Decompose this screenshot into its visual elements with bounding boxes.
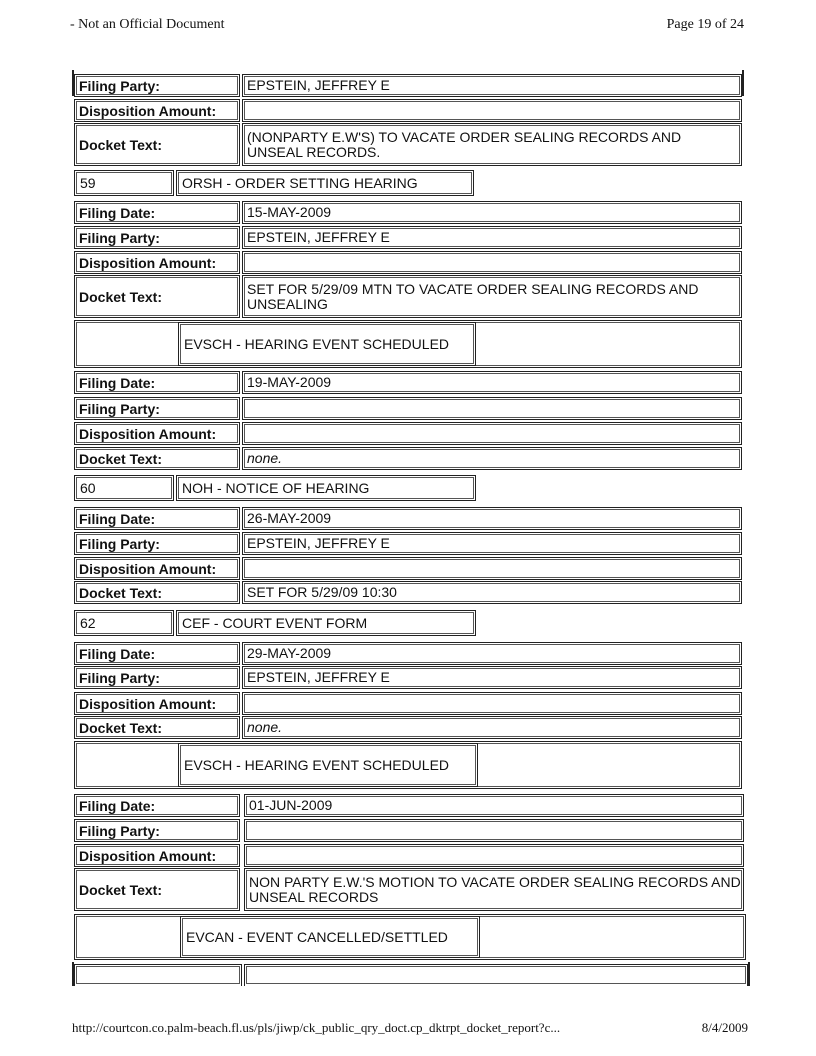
docket-text-value: (NONPARTY E.W'S) TO VACATE ORDER SEALING RECORDS AND UNSEAL RECORDS. <box>242 123 742 166</box>
filing-party-value: EPSTEIN, JEFFREY E <box>242 532 742 555</box>
disposition-amount-label: Disposition Amount: <box>74 422 240 445</box>
docket-text-value: none. <box>242 447 742 470</box>
disposition-amount-label: Disposition Amount: <box>74 844 240 867</box>
filing-party-label: Filing Party: <box>74 532 240 555</box>
page-url: http://courtcon.co.palm-beach.fl.us/pls/jiwp/ck_public_qry_doct.cp_dktrpt_docket_report?c... <box>72 1020 561 1035</box>
filing-date-label: Filing Date: <box>74 201 240 224</box>
filing-date-value: 15-MAY-2009 <box>242 201 742 224</box>
docket-text-label: Docket Text: <box>74 868 240 911</box>
page-header-left: - Not an Official Document <box>70 17 225 32</box>
disposition-amount-label: Disposition Amount: <box>74 692 240 715</box>
event-type: EVSCH - HEARING EVENT SCHEDULED <box>178 322 476 366</box>
filing-date-value: 29-MAY-2009 <box>242 642 742 665</box>
table-continuation <box>244 964 748 986</box>
disposition-amount-value <box>242 557 742 580</box>
filing-date-label: Filing Date: <box>74 794 240 817</box>
print-date: 8/4/2009 <box>701 1020 748 1035</box>
event-type: EVCAN - EVENT CANCELLED/SETTLED <box>180 916 480 958</box>
filing-party-label: Filing Party: <box>74 819 240 842</box>
filing-party-label: Filing Party: <box>74 666 240 689</box>
filing-party-label: Filing Party: <box>74 226 240 249</box>
disposition-amount-value <box>242 99 742 122</box>
filing-date-value: 19-MAY-2009 <box>242 371 742 394</box>
disposition-amount-value <box>242 251 742 274</box>
table-continuation <box>74 964 242 986</box>
filing-date-label: Filing Date: <box>74 507 240 530</box>
docket-type: NOH - NOTICE OF HEARING <box>176 475 476 501</box>
docket-text-label: Docket Text: <box>74 716 240 739</box>
filing-date-label: Filing Date: <box>74 371 240 394</box>
disposition-amount-label: Disposition Amount: <box>74 99 240 122</box>
filing-party-value <box>242 397 742 420</box>
docket-type: CEF - COURT EVENT FORM <box>176 610 476 636</box>
docket-text-value: SET FOR 5/29/09 10:30 <box>242 581 742 604</box>
filing-party-value: EPSTEIN, JEFFREY E <box>242 226 742 249</box>
filing-party-label: Filing Party: <box>74 74 240 97</box>
docket-text-value: none. <box>242 716 742 739</box>
table-border <box>748 962 750 986</box>
docket-number: 62 <box>74 610 174 636</box>
table-border <box>72 962 74 986</box>
docket-text-label: Docket Text: <box>74 123 240 166</box>
docket-text-label: Docket Text: <box>74 447 240 470</box>
docket-text-value: NON PARTY E.W.'S MOTION TO VACATE ORDER SEALING RECORDS AND UNSEAL RECORDS <box>244 868 744 911</box>
filing-party-value <box>244 819 744 842</box>
docket-text-label: Docket Text: <box>74 275 240 318</box>
docket-number: 60 <box>74 475 174 501</box>
docket-type: ORSH - ORDER SETTING HEARING <box>176 170 474 196</box>
page-number: Page 19 of 24 <box>666 17 744 32</box>
disposition-amount-value <box>242 422 742 445</box>
filing-date-label: Filing Date: <box>74 642 240 665</box>
filing-date-value: 01-JUN-2009 <box>244 794 744 817</box>
filing-party-label: Filing Party: <box>74 397 240 420</box>
event-type: EVSCH - HEARING EVENT SCHEDULED <box>178 743 478 787</box>
filing-party-value: EPSTEIN, JEFFREY E <box>242 74 742 97</box>
filing-date-value: 26-MAY-2009 <box>242 507 742 530</box>
docket-text-value: SET FOR 5/29/09 MTN TO VACATE ORDER SEALING RECORDS AND UNSEALING <box>242 275 742 318</box>
filing-party-value: EPSTEIN, JEFFREY E <box>242 666 742 689</box>
disposition-amount-value <box>244 844 744 867</box>
docket-number: 59 <box>74 170 174 196</box>
disposition-amount-value <box>242 692 742 715</box>
table-border <box>742 70 744 96</box>
docket-text-label: Docket Text: <box>74 581 240 604</box>
disposition-amount-label: Disposition Amount: <box>74 251 240 274</box>
disposition-amount-label: Disposition Amount: <box>74 557 240 580</box>
